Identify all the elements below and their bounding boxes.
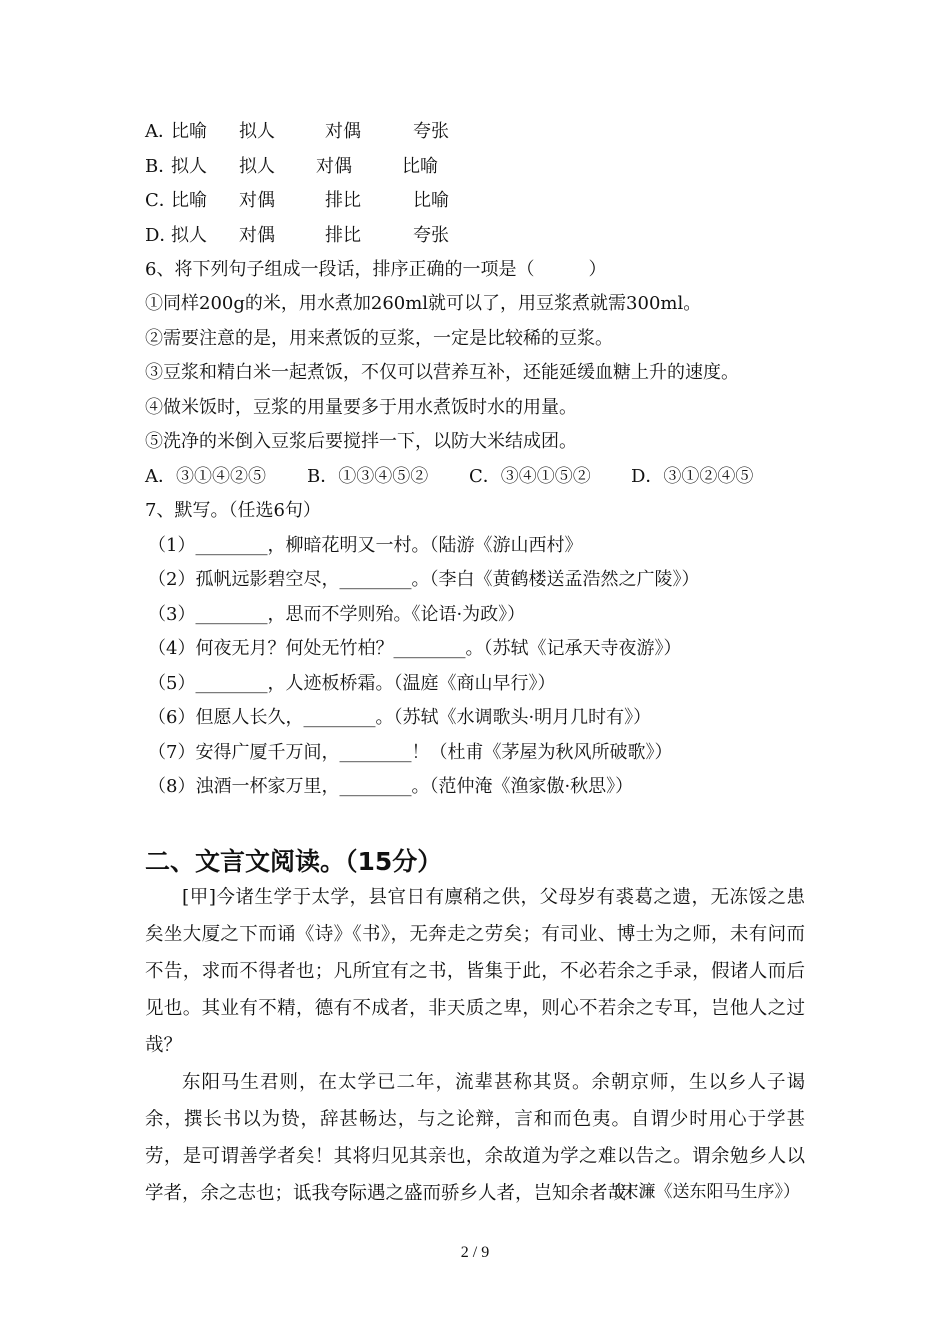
q6-sentence: ①同样200g的米，用水煮加260ml就可以了，用豆浆煮就需300ml。 <box>145 293 702 314</box>
passage-paragraph-1: [甲]今诸生学于太学，县官日有廪稍之供，父母岁有裘葛之遗，无冻馁之患矣坐大厦之下而诵《诗》《书》，无奔走之劳矣；有司业、博士为之师，未有问而不告，求而不得者也；凡所宜有之书，皆集于此，不必若余之手录，假诸人而后见也。其业有不精，德有不成者，非天质之卑，则心不若余之专耳，岂他人之过哉？ <box>145 887 805 1056</box>
q6-stem: 6、将下列句子组成一段话，排序正确的一项是（ ） <box>145 259 607 280</box>
q6-sentence: ⑤洗净的米倒入豆浆后要搅拌一下，以防大米结成团。 <box>145 431 577 452</box>
q7-item: （2）孤帆远影碧空尽，________。（李白《黄鹤楼送孟浩然之广陵》） <box>148 569 700 590</box>
q6-sentence: ③豆浆和精白米一起煮饭，不仅可以营养互补，还能延缓血糖上升的速度。 <box>145 362 739 383</box>
q7-item: （5）________，人迹板桥霜。（温庭《商山早行》） <box>148 673 556 694</box>
q7-stem: 7、默写。（任选6句） <box>145 500 321 521</box>
q7-item: （1）________，柳暗花明又一村。（陆游《游山西村》 <box>148 535 583 556</box>
q7-item: （7）安得广厦千万间，________！（杜甫《茅屋为秋风所破歌》） <box>148 742 673 763</box>
q6-option-c: C．③④①⑤② <box>469 466 591 487</box>
q6-sentence: ④做米饭时，豆浆的用量要多于用水煮饭时水的用量。 <box>145 397 577 418</box>
q5-option-d: D．拟人 对偶 排比 夸张 <box>145 225 449 246</box>
section-heading: 二、文言文阅读。（15分） <box>145 847 443 876</box>
q7-item: （3）________，思而不学则殆。《论语·为政》） <box>148 604 526 625</box>
q5-option-c: C．比喻 对偶 排比 比喻 <box>145 190 449 211</box>
page-number: 2 / 9 <box>460 1244 490 1261</box>
q6-option-d: D．③①②④⑤ <box>631 466 754 487</box>
q6-sentence: ②需要注意的是，用来煮饭的豆浆，一定是比较稀的豆浆。 <box>145 328 613 349</box>
passage <box>145 879 805 1212</box>
passage-paragraph-2: 东阳马生君则，在太学已二年，流辈甚称其贤。余朝京师，生以乡人子谒余，撰长书以为贽，辞甚畅达，与之论辩，言和而色夷。自谓少时用心于学甚劳，是可谓善学者矣！其将归见其亲也，余故道为学之难以告之。谓余勉乡人以学者，余之志也；诋我夸际遇之盛而骄乡人者，岂知余者哉！ <box>145 1072 805 1204</box>
q5-option-b: B．拟人 拟人 对偶 比喻 <box>145 156 438 177</box>
q6-option-b: B．①③④⑤② <box>307 466 429 487</box>
q7-item: （6）但愿人长久，________。（苏轼《水调歌头·明月几时有》） <box>148 707 652 728</box>
q7-item: （8）浊酒一杯家万里，________。（范仲淹《渔家傲·秋思》） <box>148 776 634 797</box>
q6-options <box>145 465 793 489</box>
q5-option-a: A．比喻 拟人 对偶 夸张 <box>145 121 449 142</box>
q6-option-a: A．③①④②⑤ <box>145 466 266 487</box>
q7-item: （4）何夜无月？何处无竹柏？________。（苏轼《记承天寺夜游》） <box>148 638 682 659</box>
passage-source: （宋濂《送东阳马生序》） <box>604 1182 800 1202</box>
